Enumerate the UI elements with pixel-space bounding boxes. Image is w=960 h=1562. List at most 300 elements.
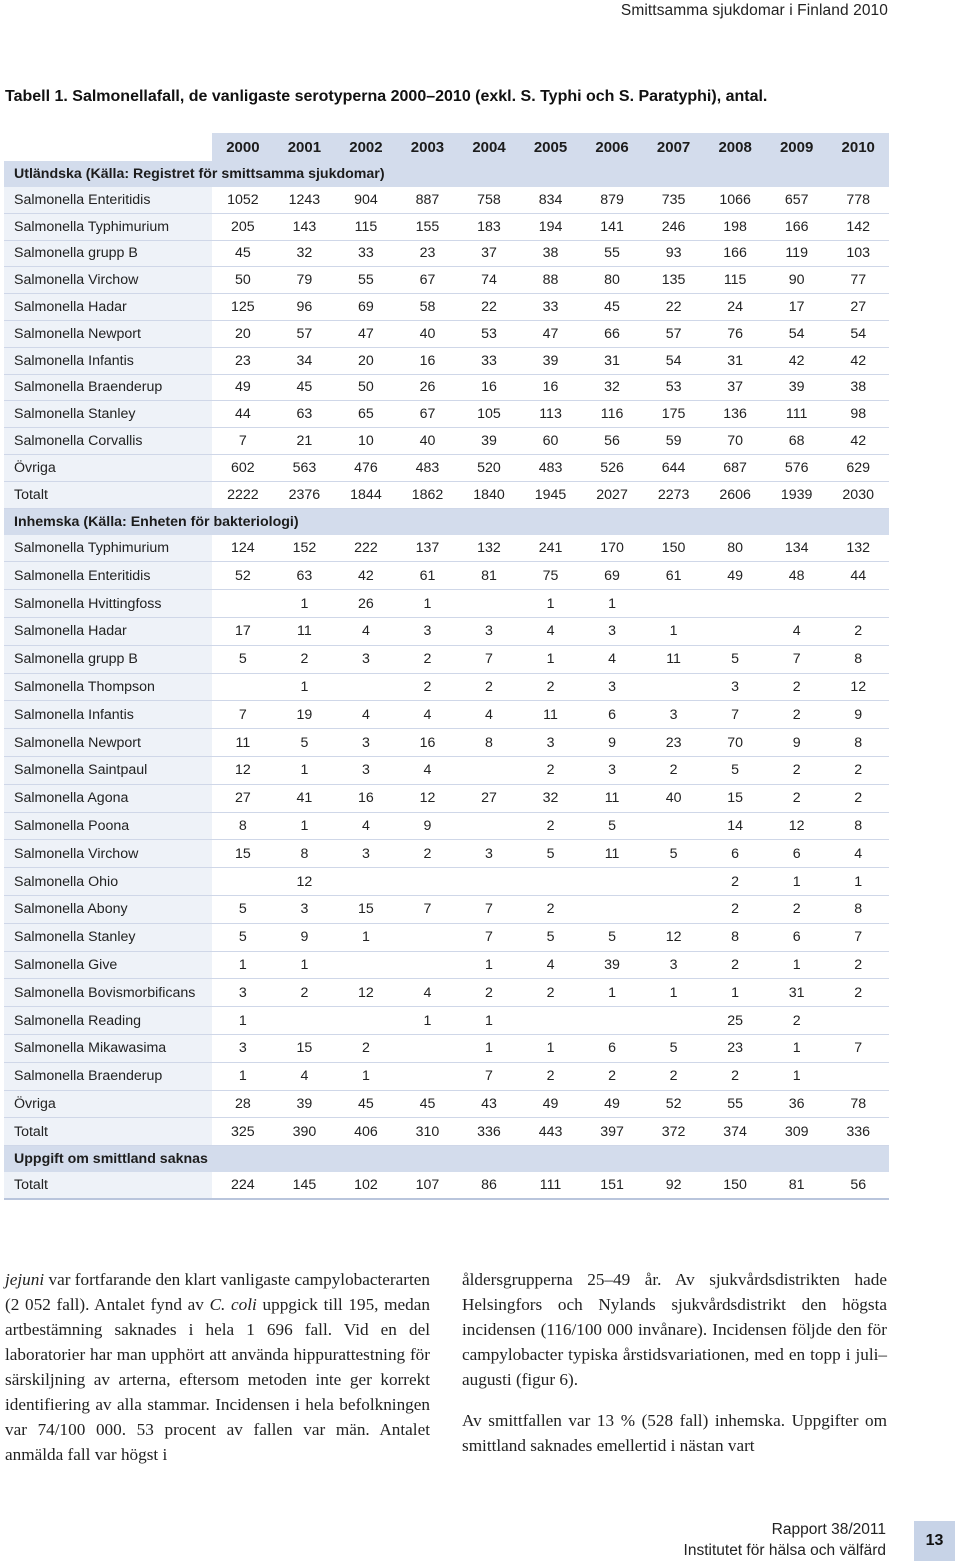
value-cell: 1	[827, 868, 889, 896]
value-cell: 49	[212, 374, 274, 401]
value-cell: 111	[520, 1172, 582, 1199]
value-cell: 563	[274, 454, 336, 481]
value-cell: 3	[212, 979, 274, 1007]
value-cell: 7	[458, 895, 520, 923]
value-cell: 78	[827, 1090, 889, 1118]
value-cell: 336	[458, 1118, 520, 1146]
value-cell: 80	[581, 267, 643, 294]
table-row	[4, 617, 889, 645]
value-cell	[766, 590, 828, 618]
value-cell: 1	[212, 951, 274, 979]
value-cell: 4	[335, 617, 397, 645]
value-cell: 150	[643, 535, 705, 562]
value-cell	[704, 617, 766, 645]
value-cell: 81	[766, 1172, 828, 1199]
value-cell: 136	[704, 401, 766, 428]
value-cell: 8	[458, 729, 520, 757]
value-cell: 98	[827, 401, 889, 428]
value-cell: 44	[212, 401, 274, 428]
value-cell	[581, 868, 643, 896]
row-label: Salmonella Poona	[4, 812, 212, 840]
value-cell	[643, 1007, 705, 1035]
value-cell: 4	[397, 701, 459, 729]
value-cell: 119	[766, 240, 828, 267]
table-row	[4, 428, 889, 455]
value-cell: 80	[704, 535, 766, 562]
header-corner-cell	[4, 133, 212, 161]
value-cell: 47	[335, 320, 397, 347]
value-cell: 4	[827, 840, 889, 868]
value-cell: 44	[827, 562, 889, 590]
section-title: Uppgift om smittland saknas	[4, 1146, 889, 1173]
value-cell: 4	[397, 756, 459, 784]
value-cell: 55	[704, 1090, 766, 1118]
value-cell: 687	[704, 454, 766, 481]
value-cell: 145	[274, 1172, 336, 1199]
value-cell: 406	[335, 1118, 397, 1146]
value-cell: 48	[766, 562, 828, 590]
value-cell: 7	[458, 923, 520, 951]
row-label: Salmonella Hadar	[4, 617, 212, 645]
value-cell: 142	[827, 213, 889, 240]
value-cell: 124	[212, 535, 274, 562]
value-cell: 879	[581, 187, 643, 213]
value-cell: 22	[643, 294, 705, 321]
value-cell: 11	[212, 729, 274, 757]
value-cell: 77	[827, 267, 889, 294]
row-label: Salmonella Corvallis	[4, 428, 212, 455]
value-cell	[458, 868, 520, 896]
value-cell: 657	[766, 187, 828, 213]
table-row	[4, 895, 889, 923]
value-cell: 1243	[274, 187, 336, 213]
value-cell: 31	[704, 347, 766, 374]
value-cell: 4	[520, 617, 582, 645]
value-cell	[827, 1007, 889, 1035]
value-cell: 12	[827, 673, 889, 701]
value-cell	[827, 590, 889, 618]
value-cell: 155	[397, 213, 459, 240]
value-cell: 26	[397, 374, 459, 401]
value-cell	[643, 868, 705, 896]
value-cell: 904	[335, 187, 397, 213]
body-text: uppgick till 195, medan artbestämning saknades i hela 1 696 fall. Vid en del laboratorier har man upphört att använda hippurattestning för särskiljning av arterna, eftersom metoden inte ger korrekt identifiering av alla stammar. Incidensen i hela befolkningen var 74/100 000. 53 procent av fallen var män. Antalet anmälda fall var högst i	[5, 1295, 430, 1464]
value-cell: 61	[397, 562, 459, 590]
value-cell	[397, 923, 459, 951]
year-header-cell: 2003	[397, 133, 459, 161]
table-row	[4, 840, 889, 868]
value-cell: 3	[212, 1034, 274, 1062]
row-label: Salmonella Hvittingfoss	[4, 590, 212, 618]
value-cell: 16	[335, 784, 397, 812]
section-header-row	[4, 1146, 889, 1173]
table-row	[4, 868, 889, 896]
value-cell: 6	[766, 840, 828, 868]
value-cell: 70	[704, 729, 766, 757]
value-cell: 52	[212, 562, 274, 590]
row-label: Salmonella Stanley	[4, 923, 212, 951]
value-cell: 2	[335, 1034, 397, 1062]
italic-species: C. coli	[209, 1295, 257, 1314]
value-cell: 222	[335, 535, 397, 562]
value-cell: 7	[212, 701, 274, 729]
value-cell: 2030	[827, 481, 889, 508]
value-cell: 45	[397, 1090, 459, 1118]
body-column-left	[5, 1267, 430, 1467]
value-cell: 5	[581, 923, 643, 951]
value-cell: 63	[274, 401, 336, 428]
year-header-cell: 2001	[274, 133, 336, 161]
value-cell: 23	[643, 729, 705, 757]
value-cell: 224	[212, 1172, 274, 1199]
value-cell: 3	[335, 840, 397, 868]
value-cell: 2	[766, 756, 828, 784]
value-cell: 241	[520, 535, 582, 562]
value-cell: 1	[274, 756, 336, 784]
value-cell: 476	[335, 454, 397, 481]
section-header-row	[4, 508, 889, 535]
value-cell: 7	[458, 1062, 520, 1090]
running-header: Smittsamma sjukdomar i Finland 2010	[620, 2, 888, 19]
value-cell: 15	[704, 784, 766, 812]
section-title: Utländska (Källa: Registret för smittsamma sjukdomar)	[4, 161, 889, 187]
value-cell: 1	[581, 590, 643, 618]
value-cell	[458, 812, 520, 840]
value-cell: 1	[212, 1062, 274, 1090]
value-cell: 2	[520, 756, 582, 784]
value-cell: 443	[520, 1118, 582, 1146]
value-cell: 40	[643, 784, 705, 812]
value-cell: 4	[581, 645, 643, 673]
value-cell	[581, 895, 643, 923]
value-cell: 21	[274, 428, 336, 455]
row-label: Salmonella Braenderup	[4, 374, 212, 401]
value-cell: 194	[520, 213, 582, 240]
value-cell: 374	[704, 1118, 766, 1146]
row-label: Salmonella Typhimurium	[4, 213, 212, 240]
value-cell: 11	[643, 645, 705, 673]
salmonella-table-container	[4, 133, 889, 1200]
value-cell: 32	[581, 374, 643, 401]
value-cell: 15	[274, 1034, 336, 1062]
value-cell: 42	[827, 347, 889, 374]
value-cell: 16	[520, 374, 582, 401]
value-cell: 42	[766, 347, 828, 374]
table-row	[4, 535, 889, 562]
value-cell: 198	[704, 213, 766, 240]
value-cell: 576	[766, 454, 828, 481]
value-cell: 57	[274, 320, 336, 347]
row-label: Salmonella Give	[4, 951, 212, 979]
year-header-cell: 2008	[704, 133, 766, 161]
value-cell: 40	[397, 320, 459, 347]
value-cell: 36	[766, 1090, 828, 1118]
value-cell: 42	[827, 428, 889, 455]
value-cell: 5	[212, 895, 274, 923]
value-cell: 1	[643, 617, 705, 645]
table-row	[4, 951, 889, 979]
row-label: Salmonella Reading	[4, 1007, 212, 1035]
body-paragraph-right-1: åldersgrupperna 25–49 år. Av sjukvårdsdistrikten hade Helsingfors och Nylands sjukvårdsdistrikt den högsta incidensen (116/100 000 invånare). Incidensen följde den för campylobacter typiska årstidsvariationen, med en topp i juli–augusti (figur 6).	[462, 1270, 887, 1389]
value-cell	[212, 590, 274, 618]
value-cell: 5	[212, 645, 274, 673]
value-cell: 152	[274, 535, 336, 562]
row-label: Salmonella Typhimurium	[4, 535, 212, 562]
table-row	[4, 454, 889, 481]
value-cell: 2	[581, 1062, 643, 1090]
value-cell: 7	[827, 1034, 889, 1062]
value-cell: 602	[212, 454, 274, 481]
value-cell: 32	[274, 240, 336, 267]
value-cell: 4	[274, 1062, 336, 1090]
year-header-cell: 2000	[212, 133, 274, 161]
value-cell	[643, 590, 705, 618]
value-cell: 69	[581, 562, 643, 590]
value-cell: 183	[458, 213, 520, 240]
value-cell: 20	[212, 320, 274, 347]
value-cell: 31	[766, 979, 828, 1007]
value-cell: 49	[520, 1090, 582, 1118]
value-cell: 1	[397, 590, 459, 618]
value-cell: 9	[274, 923, 336, 951]
value-cell: 4	[458, 701, 520, 729]
value-cell: 17	[212, 617, 274, 645]
value-cell: 5	[704, 645, 766, 673]
value-cell: 2	[827, 951, 889, 979]
row-label: Salmonella Infantis	[4, 701, 212, 729]
value-cell: 31	[581, 347, 643, 374]
value-cell: 50	[335, 374, 397, 401]
value-cell: 175	[643, 401, 705, 428]
table-row	[4, 645, 889, 673]
year-header-cell: 2010	[827, 133, 889, 161]
year-header-cell: 2007	[643, 133, 705, 161]
value-cell: 3	[274, 895, 336, 923]
value-cell: 20	[335, 347, 397, 374]
table-row	[4, 1062, 889, 1090]
value-cell: 2	[827, 756, 889, 784]
value-cell: 58	[397, 294, 459, 321]
value-cell: 170	[581, 535, 643, 562]
value-cell: 2	[704, 895, 766, 923]
value-cell: 6	[704, 840, 766, 868]
value-cell: 54	[643, 347, 705, 374]
value-cell	[458, 756, 520, 784]
value-cell: 74	[458, 267, 520, 294]
value-cell: 2	[766, 1007, 828, 1035]
value-cell: 1939	[766, 481, 828, 508]
value-cell: 5	[520, 923, 582, 951]
value-cell	[397, 951, 459, 979]
value-cell: 246	[643, 213, 705, 240]
value-cell: 2	[766, 895, 828, 923]
value-cell	[643, 812, 705, 840]
body-paragraph-left	[5, 1267, 430, 1467]
value-cell: 1	[581, 979, 643, 1007]
salmonella-table	[4, 133, 889, 1200]
table-row	[4, 590, 889, 618]
value-cell	[212, 868, 274, 896]
value-cell: 1840	[458, 481, 520, 508]
value-cell: 2	[397, 645, 459, 673]
value-cell: 483	[520, 454, 582, 481]
value-cell: 5	[643, 840, 705, 868]
value-cell: 115	[335, 213, 397, 240]
value-cell: 2	[458, 673, 520, 701]
value-cell: 45	[335, 1090, 397, 1118]
value-cell: 1	[335, 1062, 397, 1090]
year-header-row	[4, 133, 889, 161]
value-cell: 1	[766, 951, 828, 979]
value-cell: 2	[397, 673, 459, 701]
value-cell: 88	[520, 267, 582, 294]
value-cell: 23	[212, 347, 274, 374]
value-cell: 39	[520, 347, 582, 374]
value-cell: 49	[704, 562, 766, 590]
value-cell	[212, 673, 274, 701]
value-cell: 41	[274, 784, 336, 812]
value-cell: 5	[274, 729, 336, 757]
body-paragraph-right-2: Av smittfallen var 13 % (528 fall) inhemska. Uppgifter om smittland saknades emellertid i nästan vart	[462, 1411, 887, 1455]
value-cell: 2	[274, 979, 336, 1007]
value-cell: 2	[520, 895, 582, 923]
table-row	[4, 673, 889, 701]
value-cell: 53	[458, 320, 520, 347]
row-label: Övriga	[4, 454, 212, 481]
value-cell: 50	[212, 267, 274, 294]
value-cell: 107	[397, 1172, 459, 1199]
value-cell: 8	[827, 645, 889, 673]
value-cell: 125	[212, 294, 274, 321]
value-cell: 2	[704, 951, 766, 979]
value-cell: 22	[458, 294, 520, 321]
value-cell: 7	[766, 645, 828, 673]
row-label: Salmonella Enteritidis	[4, 562, 212, 590]
value-cell	[827, 1062, 889, 1090]
value-cell: 526	[581, 454, 643, 481]
table-row	[4, 213, 889, 240]
value-cell: 45	[274, 374, 336, 401]
value-cell: 27	[827, 294, 889, 321]
value-cell: 14	[704, 812, 766, 840]
value-cell: 37	[458, 240, 520, 267]
table-row	[4, 701, 889, 729]
value-cell: 6	[766, 923, 828, 951]
value-cell: 3	[643, 701, 705, 729]
value-cell: 2	[827, 979, 889, 1007]
value-cell: 60	[520, 428, 582, 455]
value-cell: 90	[766, 267, 828, 294]
value-cell: 27	[458, 784, 520, 812]
value-cell: 7	[212, 428, 274, 455]
value-cell: 16	[397, 347, 459, 374]
value-cell: 47	[520, 320, 582, 347]
value-cell: 1066	[704, 187, 766, 213]
value-cell: 143	[274, 213, 336, 240]
value-cell	[458, 590, 520, 618]
row-label: Salmonella Virchow	[4, 267, 212, 294]
value-cell: 2	[274, 645, 336, 673]
value-cell: 3	[581, 617, 643, 645]
institute-name: Institutet för hälsa och välfärd	[683, 1542, 886, 1559]
value-cell: 33	[520, 294, 582, 321]
value-cell: 151	[581, 1172, 643, 1199]
value-cell	[643, 895, 705, 923]
value-cell: 40	[397, 428, 459, 455]
value-cell	[581, 1007, 643, 1035]
value-cell: 1	[766, 1062, 828, 1090]
value-cell: 3	[397, 617, 459, 645]
value-cell: 4	[335, 701, 397, 729]
value-cell: 644	[643, 454, 705, 481]
value-cell: 2	[766, 673, 828, 701]
value-cell: 70	[704, 428, 766, 455]
value-cell: 336	[827, 1118, 889, 1146]
value-cell: 310	[397, 1118, 459, 1146]
value-cell: 10	[335, 428, 397, 455]
value-cell: 1	[520, 645, 582, 673]
value-cell	[397, 868, 459, 896]
value-cell: 9	[581, 729, 643, 757]
value-cell: 67	[397, 267, 459, 294]
value-cell: 390	[274, 1118, 336, 1146]
value-cell: 7	[458, 645, 520, 673]
value-cell: 12	[274, 868, 336, 896]
report-number: Rapport 38/2011	[771, 1521, 886, 1538]
value-cell: 32	[520, 784, 582, 812]
value-cell: 1	[704, 979, 766, 1007]
table-row	[4, 729, 889, 757]
value-cell: 2	[643, 1062, 705, 1090]
value-cell: 52	[643, 1090, 705, 1118]
row-label: Salmonella Newport	[4, 320, 212, 347]
value-cell: 6	[581, 1034, 643, 1062]
value-cell: 2027	[581, 481, 643, 508]
value-cell: 4	[766, 617, 828, 645]
value-cell: 28	[212, 1090, 274, 1118]
value-cell: 1	[274, 951, 336, 979]
value-cell	[520, 868, 582, 896]
value-cell: 397	[581, 1118, 643, 1146]
value-cell: 1	[274, 673, 336, 701]
value-cell: 33	[458, 347, 520, 374]
value-cell	[643, 673, 705, 701]
row-label: Salmonella Agona	[4, 784, 212, 812]
value-cell	[335, 673, 397, 701]
value-cell: 12	[643, 923, 705, 951]
value-cell	[335, 868, 397, 896]
value-cell: 3	[704, 673, 766, 701]
page-footer	[684, 1519, 886, 1561]
value-cell: 5	[704, 756, 766, 784]
value-cell: 1	[643, 979, 705, 1007]
value-cell: 1	[458, 951, 520, 979]
value-cell: 3	[458, 617, 520, 645]
table-row	[4, 1118, 889, 1146]
table-row	[4, 347, 889, 374]
year-header-cell: 2004	[458, 133, 520, 161]
value-cell	[520, 1007, 582, 1035]
value-cell: 16	[397, 729, 459, 757]
value-cell: 75	[520, 562, 582, 590]
value-cell: 2273	[643, 481, 705, 508]
value-cell: 1052	[212, 187, 274, 213]
value-cell: 3	[335, 756, 397, 784]
value-cell: 7	[397, 895, 459, 923]
value-cell: 39	[458, 428, 520, 455]
value-cell: 7	[827, 923, 889, 951]
value-cell	[397, 1034, 459, 1062]
